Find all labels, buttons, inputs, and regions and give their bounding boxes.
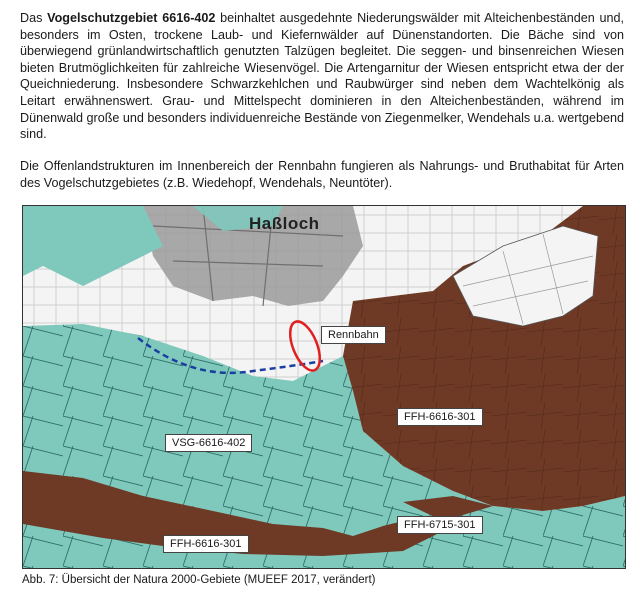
highlight-vsg-name: Vogelschutzgebiet 6616-402 <box>47 11 216 25</box>
paragraph-intro: Das <box>20 11 48 25</box>
natura-2000-map <box>22 205 626 569</box>
ffh-east-label: FFH-6616-301 <box>397 408 483 426</box>
vsg-label: VSG-6616-402 <box>165 434 252 452</box>
ffh-south-label: FFH-6616-301 <box>163 535 249 553</box>
paragraph-body: beinhaltet ausgedehnte Niederungswälder mit Alteichenbeständen und, besonders im Osten, trockene Laub- und Kiefernwälder auf Dünenstandorten. Die Bäche sind von überwiegend grünlandwirtschaftlich genutzten Talzügen begleitet. Die seggen- und binsenreichen Wiesen bieten Brutmöglichkeiten für zahlreiche Wiesenvögel. Die Artengarnitur der Wiesen entspricht etwa der der Queichniederung. Insbesondere Schwarzkehlchen und Raubwürger sind neben dem Wachtelkönig als Leitart erwähnenswert. Grau- und Mittelspecht dominieren in den Alteichenbeständen, während im Dünenwald große und besonders individuenreiche Bestände von Ziegenmelker, Wendehals u.a. wertgebend sind. <box>20 11 625 142</box>
ffh-6715-label: FFH-6715-301 <box>397 516 483 534</box>
rennbahn-label: Rennbahn <box>321 326 386 344</box>
map-graphic <box>23 206 625 568</box>
town-name: Haßloch <box>249 214 320 233</box>
figure-caption: Abb. 7: Übersicht der Natura 2000-Gebiete (MUEEF 2017, verändert) <box>22 574 376 586</box>
paragraph-vogelschutzgebiet <box>20 10 624 143</box>
paragraph-offenland: Die Offenlandstrukturen im Innenbereich der Rennbahn fungieren als Nahrungs- und Bruthabitat für Arten des Vogelschutzgebietes (z.B. Wiedehopf, Wendehals, Neuntöter). <box>20 159 624 190</box>
